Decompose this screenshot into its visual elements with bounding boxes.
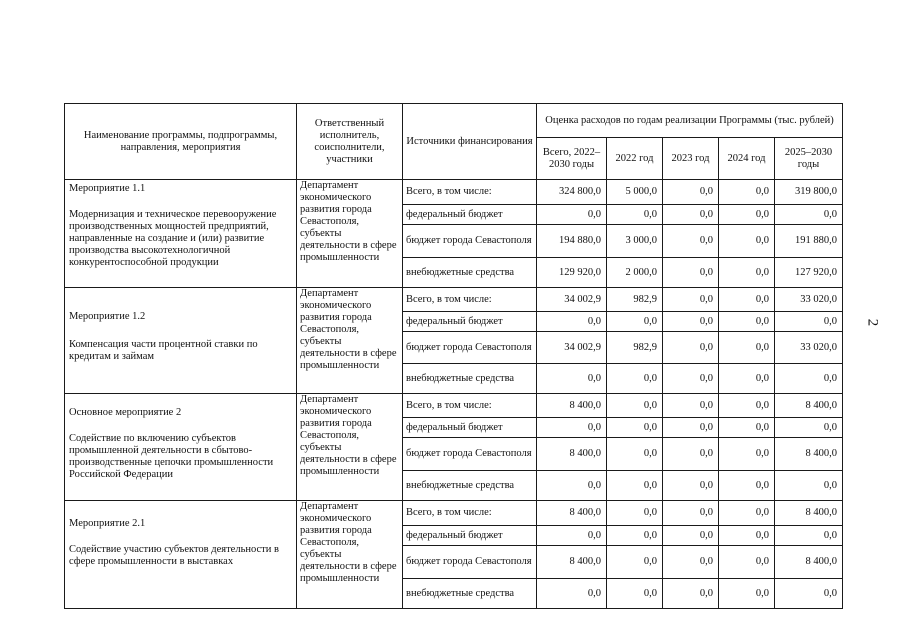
amount-y2022: 0,0 xyxy=(607,579,663,609)
amount-y2023: 0,0 xyxy=(663,501,719,526)
amount-total: 8 400,0 xyxy=(537,438,607,471)
amount-y2024: 0,0 xyxy=(719,546,775,579)
amount-y2025: 0,0 xyxy=(775,579,843,609)
amount-y2023: 0,0 xyxy=(663,526,719,546)
amount-y2025: 0,0 xyxy=(775,364,843,394)
amount-y2024: 0,0 xyxy=(719,471,775,501)
header-responsible: Ответственный исполнитель, соисполнители, участники xyxy=(297,104,403,180)
amount-y2023: 0,0 xyxy=(663,312,719,332)
header-2023: 2023 год xyxy=(663,138,719,180)
amount-y2024: 0,0 xyxy=(719,332,775,364)
amount-total: 8 400,0 xyxy=(537,501,607,526)
funding-source: Всего, в том числе: xyxy=(403,180,537,205)
amount-y2024: 0,0 xyxy=(719,438,775,471)
header-2024: 2024 год xyxy=(719,138,775,180)
amount-y2024: 0,0 xyxy=(719,579,775,609)
header-estimate: Оценка расходов по годам реализации Программы (тыс. рублей) xyxy=(537,104,843,138)
table-body xyxy=(65,180,843,609)
amount-y2022: 0,0 xyxy=(607,312,663,332)
activity-name-cell xyxy=(65,288,297,394)
header-2022: 2022 год xyxy=(607,138,663,180)
amount-y2025: 8 400,0 xyxy=(775,501,843,526)
amount-y2023: 0,0 xyxy=(663,205,719,225)
amount-y2022: 5 000,0 xyxy=(607,180,663,205)
amount-y2023: 0,0 xyxy=(663,288,719,312)
funding-source: бюджет города Севастополя xyxy=(403,438,537,471)
responsible-executor: Департамент экономического развития города Севастополя, субъекты деятельности в сфере промышленности xyxy=(297,180,403,288)
amount-y2022: 0,0 xyxy=(607,394,663,418)
amount-y2025: 0,0 xyxy=(775,312,843,332)
amount-y2023: 0,0 xyxy=(663,546,719,579)
budget-table xyxy=(64,103,843,609)
header-total: Всего, 2022–2030 годы xyxy=(537,138,607,180)
funding-source: бюджет города Севастополя xyxy=(403,546,537,579)
amount-y2024: 0,0 xyxy=(719,180,775,205)
amount-total: 34 002,9 xyxy=(537,288,607,312)
amount-y2023: 0,0 xyxy=(663,418,719,438)
amount-y2025: 0,0 xyxy=(775,205,843,225)
amount-total: 0,0 xyxy=(537,471,607,501)
amount-y2023: 0,0 xyxy=(663,258,719,288)
amount-y2025: 0,0 xyxy=(775,471,843,501)
amount-y2022: 2 000,0 xyxy=(607,258,663,288)
amount-total: 129 920,0 xyxy=(537,258,607,288)
activity-title: Мероприятие 2.1 xyxy=(69,518,146,529)
responsible-executor: Департамент экономического развития города Севастополя, субъекты деятельности в сфере промышленности xyxy=(297,394,403,501)
funding-source: внебюджетные средства xyxy=(403,364,537,394)
amount-y2022: 0,0 xyxy=(607,546,663,579)
activity-description: Модернизация и техническое перевооружение производственных мощностей предприятий, направленные на создание и (или) развитие производства высокотехнологичной конкурентоспособной продукции xyxy=(69,209,277,268)
funding-source: Всего, в том числе: xyxy=(403,394,537,418)
funding-source: федеральный бюджет xyxy=(403,418,537,438)
amount-y2024: 0,0 xyxy=(719,418,775,438)
funding-source: бюджет города Севастополя xyxy=(403,332,537,364)
amount-total: 8 400,0 xyxy=(537,546,607,579)
page-number: 2 xyxy=(864,318,881,327)
amount-y2022: 0,0 xyxy=(607,526,663,546)
activity-description: Содействие по включению субъектов промышленной деятельности в сбытово-производственные цепочки промышленности Российской Федерации xyxy=(69,433,274,480)
amount-total: 8 400,0 xyxy=(537,394,607,418)
amount-y2025: 0,0 xyxy=(775,526,843,546)
table-row xyxy=(65,288,843,312)
header-2025-2030: 2025–2030 годы xyxy=(775,138,843,180)
responsible-executor: Департамент экономического развития города Севастополя, субъекты деятельности в сфере промышленности xyxy=(297,501,403,609)
amount-total: 0,0 xyxy=(537,418,607,438)
amount-y2025: 8 400,0 xyxy=(775,394,843,418)
table-row xyxy=(65,501,843,526)
amount-y2024: 0,0 xyxy=(719,205,775,225)
amount-y2023: 0,0 xyxy=(663,471,719,501)
amount-y2025: 33 020,0 xyxy=(775,332,843,364)
amount-y2022: 3 000,0 xyxy=(607,225,663,258)
amount-y2025: 8 400,0 xyxy=(775,438,843,471)
amount-y2024: 0,0 xyxy=(719,258,775,288)
amount-y2023: 0,0 xyxy=(663,394,719,418)
amount-y2024: 0,0 xyxy=(719,225,775,258)
header-sources: Источники финансирования xyxy=(403,104,537,180)
amount-y2025: 8 400,0 xyxy=(775,546,843,579)
funding-source: федеральный бюджет xyxy=(403,526,537,546)
activity-name-cell xyxy=(65,180,297,288)
responsible-executor: Департамент экономического развития города Севастополя, субъекты деятельности в сфере промышленности xyxy=(297,288,403,394)
funding-source: внебюджетные средства xyxy=(403,471,537,501)
amount-y2024: 0,0 xyxy=(719,501,775,526)
funding-source: федеральный бюджет xyxy=(403,205,537,225)
amount-y2025: 33 020,0 xyxy=(775,288,843,312)
funding-source: внебюджетные средства xyxy=(403,579,537,609)
funding-source: федеральный бюджет xyxy=(403,312,537,332)
activity-description: Содействие участию субъектов деятельности в сфере промышленности в выставках xyxy=(69,544,279,567)
amount-y2025: 319 800,0 xyxy=(775,180,843,205)
amount-y2025: 127 920,0 xyxy=(775,258,843,288)
amount-y2023: 0,0 xyxy=(663,438,719,471)
amount-y2022: 0,0 xyxy=(607,501,663,526)
amount-y2022: 982,9 xyxy=(607,332,663,364)
amount-y2025: 0,0 xyxy=(775,418,843,438)
amount-y2022: 0,0 xyxy=(607,364,663,394)
amount-y2024: 0,0 xyxy=(719,364,775,394)
amount-y2023: 0,0 xyxy=(663,225,719,258)
header-name: Наименование программы, подпрограммы, направления, мероприятия xyxy=(65,104,297,180)
funding-source: Всего, в том числе: xyxy=(403,501,537,526)
funding-source: внебюджетные средства xyxy=(403,258,537,288)
amount-total: 0,0 xyxy=(537,205,607,225)
activity-title: Мероприятие 1.1 xyxy=(69,183,146,194)
activity-name-cell xyxy=(65,501,297,609)
amount-y2024: 0,0 xyxy=(719,312,775,332)
amount-total: 194 880,0 xyxy=(537,225,607,258)
amount-y2022: 0,0 xyxy=(607,418,663,438)
amount-total: 34 002,9 xyxy=(537,332,607,364)
amount-y2022: 0,0 xyxy=(607,438,663,471)
activity-description: Компенсация части процентной ставки по кредитам и займам xyxy=(69,339,258,362)
activity-title: Мероприятие 1.2 xyxy=(69,311,146,322)
funding-source: Всего, в том числе: xyxy=(403,288,537,312)
amount-y2022: 0,0 xyxy=(607,205,663,225)
amount-y2023: 0,0 xyxy=(663,364,719,394)
amount-total: 0,0 xyxy=(537,526,607,546)
amount-y2025: 191 880,0 xyxy=(775,225,843,258)
amount-total: 0,0 xyxy=(537,364,607,394)
amount-y2024: 0,0 xyxy=(719,288,775,312)
amount-total: 0,0 xyxy=(537,312,607,332)
amount-total: 0,0 xyxy=(537,579,607,609)
amount-y2024: 0,0 xyxy=(719,394,775,418)
funding-source: бюджет города Севастополя xyxy=(403,225,537,258)
amount-y2023: 0,0 xyxy=(663,579,719,609)
activity-title: Основное мероприятие 2 xyxy=(69,407,182,418)
amount-y2023: 0,0 xyxy=(663,180,719,205)
table-row xyxy=(65,394,843,418)
amount-y2022: 0,0 xyxy=(607,471,663,501)
amount-y2023: 0,0 xyxy=(663,332,719,364)
amount-y2022: 982,9 xyxy=(607,288,663,312)
table-row xyxy=(65,180,843,205)
activity-name-cell xyxy=(65,394,297,501)
amount-total: 324 800,0 xyxy=(537,180,607,205)
amount-y2024: 0,0 xyxy=(719,526,775,546)
